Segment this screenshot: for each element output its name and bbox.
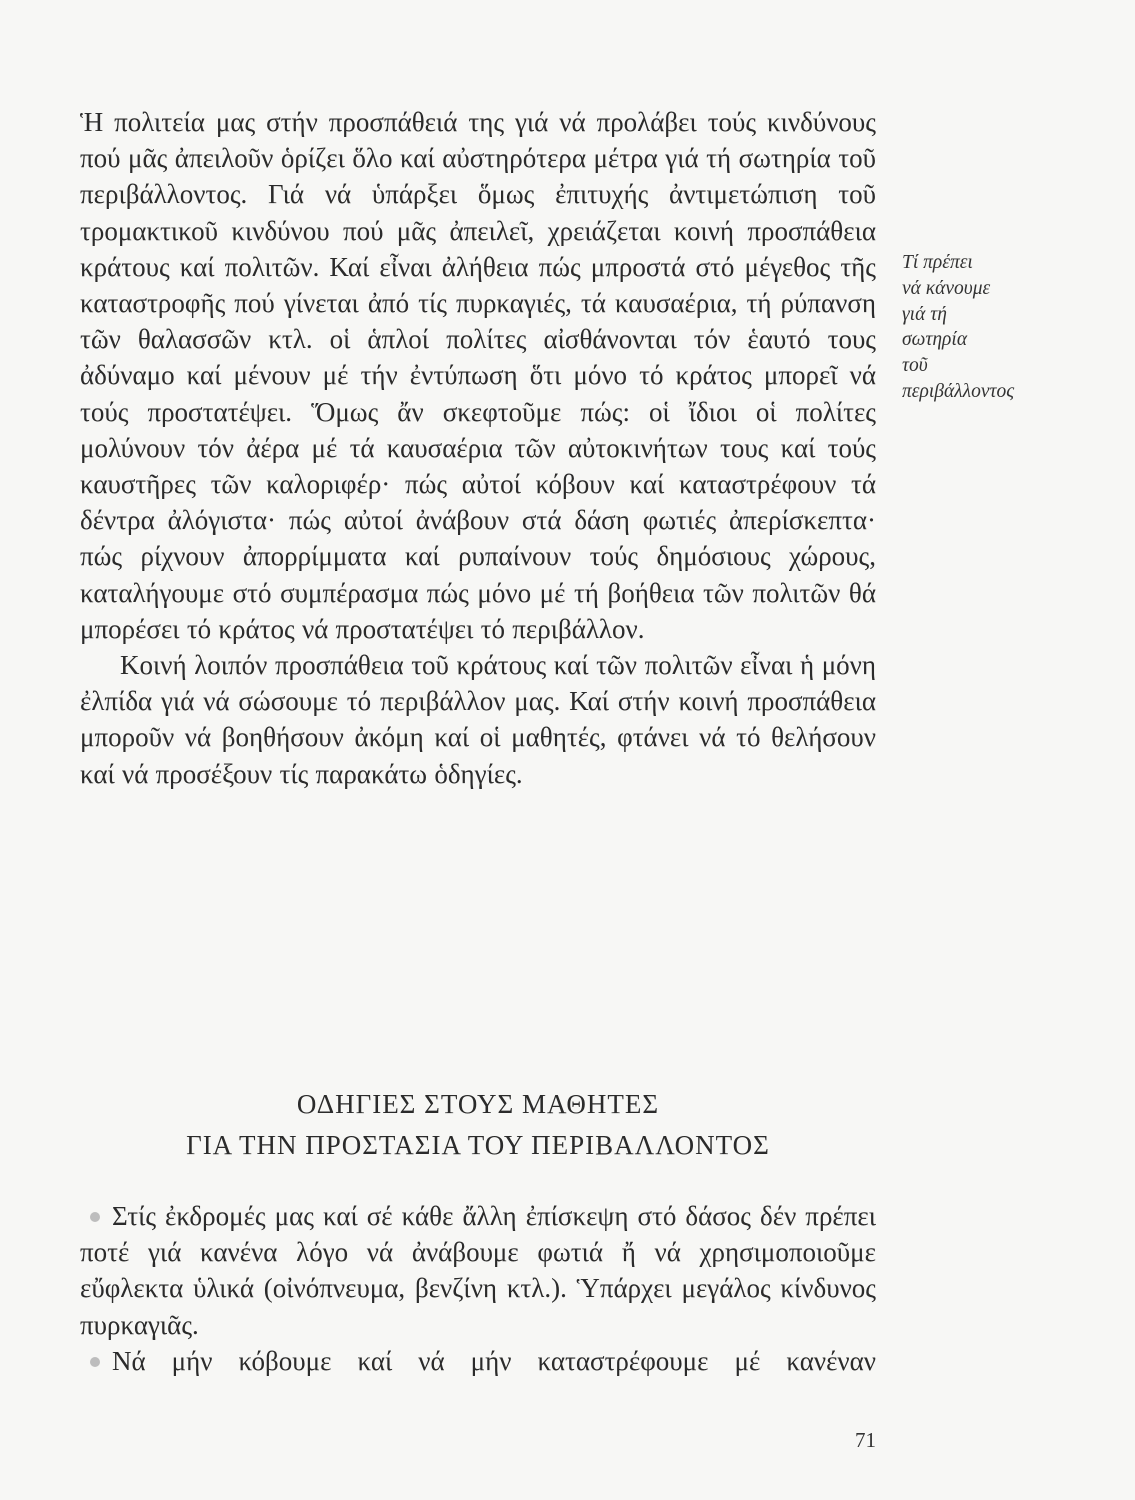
margin-note xyxy=(902,250,1052,405)
margin-note-line: νά κάνουμε xyxy=(902,277,991,299)
margin-note-line: περιβάλλοντος xyxy=(902,380,1015,402)
section-heading-line-1: ΟΔΗΓΙΕΣ ΣΤΟΥΣ ΜΑΘΗΤΕΣ xyxy=(296,1089,660,1119)
bullet-icon xyxy=(90,1357,100,1367)
list-item-text: Στίς ἐκδρομές μας καί σέ κάθε ἄλλη ἐπίσκεψη στό δάσος δέν πρέπει ποτέ γιά κανένα λόγο νά ἀνάβουμε φωτιά ἤ νά χρησιμοποιοῦμε εὔφλεκτα ὑλικά (οἰνόπνευμα, βενζίνη κτλ.). Ὑπάρχει μεγάλος κίνδυνος πυρκαγιᾶς. xyxy=(80,1201,876,1340)
paragraph-2: Κοινή λοιπόν προσπάθεια τοῦ κράτους καί τῶν πολιτῶν εἶναι ἡ μόνη ἐλπίδα γιά νά σώσουμε τό περιβάλλον μας. Καί στήν κοινή προσπάθεια μποροῦν νά βοηθήσουν ἀκόμη καί οἱ μαθητές, φτάνει νά τό θελήσουν καί νά προσέξουν τίς παρακάτω ὁδηγίες. xyxy=(80,650,876,789)
list-item xyxy=(80,1343,876,1379)
margin-note-line: τοῦ xyxy=(902,355,928,377)
paragraph-1: Ἡ πολιτεία μας στήν προσπάθειά της γιά νά προλάβει τούς κινδύνους πού μᾶς ἀπειλοῦν ὁρίζει ὅλο καί αὐστηρότερα μέτρα γιά τή σωτηρία τοῦ περιβάλλοντος. Γιά νά ὑπάρξει ὅμως ἐπιτυχής ἀντιμετώπιση τοῦ τρομακτικοῦ κινδύνου πού μᾶς ἀπειλεῖ, χρειάζεται κοινή προσπάθεια κράτους καί πολιτῶν. Καί εἶναι ἀλήθεια πώς μπροστά στό μέγεθος τῆς καταστροφῆς πού γίνεται ἀπό τίς πυρκαγιές, τά καυσαέρια, τή ρύπανση τῶν θαλασσῶν κτλ. οἱ ἁπλοί πολίτες αἰσθάνονται τόν ἑαυτό τους ἀδύναμο καί μένουν μέ τήν ἐντύπωση ὅτι μόνο τό κράτος μπορεῖ νά τούς προστατέψει. Ὅμως ἄν σκεφτοῦμε πώς: οἱ ἴδιοι οἱ πολίτες μολύνουν τόν ἀέρα μέ τά καυσαέρια τῶν αὐτοκινήτων τους καί τούς καυστῆρες τῶν καλοριφέρ· πώς αὐτοί κόβουν καί καταστρέφουν τά δέντρα ἀλόγιστα· πώς αὐτοί ἀνάβουν στά δάση φωτιές ἀπερίσκεπτα· πώς ρίχνουν ἀπορρίμματα καί ρυπαίνουν τούς δημόσιους χώρους, καταλήγουμε στό συμπέρασμα πώς μόνο μέ τή βοήθεια τῶν πολιτῶν θά μπορέσει τό κράτος νά προστατέψει τό περιβάλλον. xyxy=(80,107,876,644)
page-number: 71 xyxy=(855,1428,876,1452)
list-item xyxy=(80,1198,876,1343)
section-heading-line-2: ΓΙΑ ΤΗΝ ΠΡΟΣΤΑΣΙΑ ΤΟΥ ΠΕΡΙΒΑΛΛΟΝΤΟΣ xyxy=(186,1130,770,1160)
margin-note-line: Τί πρέπει xyxy=(902,252,973,273)
body-text xyxy=(80,104,876,792)
margin-note-line: γιά τή xyxy=(902,303,947,325)
instructions-list xyxy=(80,1198,876,1379)
bullet-icon xyxy=(90,1212,100,1222)
list-item-text: Νά μήν κόβουμε καί νά μήν καταστρέφουμε μέ κανέναν xyxy=(112,1345,876,1376)
margin-note-line: σωτηρία xyxy=(902,329,968,351)
